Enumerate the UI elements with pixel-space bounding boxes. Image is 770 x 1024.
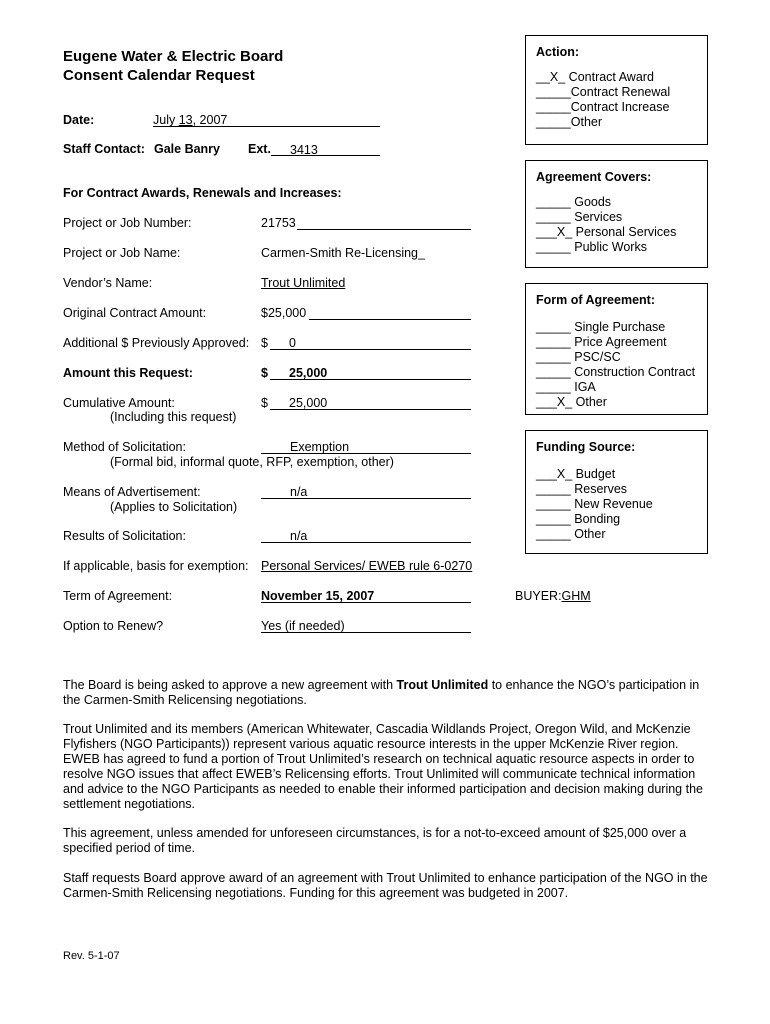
staff-contact-name: Gale Banry	[154, 142, 221, 156]
action-option-contract-renewal: _____Contract Renewal	[536, 85, 671, 99]
cumulative-dollar: $	[261, 396, 268, 410]
form-option-other: ___X_ Other	[536, 395, 607, 409]
paragraph-amount: This agreement, unless amended for unforeseen circumstances, is for a not-to-exceed amount of $25,000 over a specified period of time.	[63, 826, 687, 855]
results-underline	[261, 542, 471, 543]
original-amount-underline	[309, 319, 471, 320]
additional-dollar: $	[261, 336, 268, 350]
agreement-option-public-works: _____ Public Works	[536, 240, 647, 254]
renew-underline	[261, 632, 471, 633]
funding-option-new-revenue: _____ New Revenue	[536, 497, 653, 511]
form-option-construction-contract: _____ Construction Contract	[536, 365, 696, 379]
project-number-label: Project or Job Number:	[63, 216, 192, 230]
action-heading: Action:	[536, 45, 580, 59]
results-label: Results of Solicitation:	[63, 529, 186, 543]
form-title: Consent Calendar Request	[63, 67, 255, 84]
ext-label: Ext.	[248, 142, 271, 156]
term-underline	[261, 602, 471, 603]
action-option-contract-increase: _____Contract Increase	[536, 100, 670, 114]
agreement-option-personal-services: ___X_ Personal Services	[536, 225, 677, 239]
solicitation-method-underline	[261, 453, 471, 454]
section-heading: For Contract Awards, Renewals and Increases:	[63, 186, 342, 200]
term-value: November 15, 2007	[261, 589, 375, 603]
advertisement-label: Means of Advertisement:	[63, 485, 201, 499]
amount-request-dollar: $	[261, 366, 268, 380]
funding-option-other: _____ Other	[536, 527, 606, 541]
staff-contact-label: Staff Contact:	[63, 142, 145, 156]
agreement-covers-heading: Agreement Covers:	[536, 170, 652, 184]
amount-request-label: Amount this Request:	[63, 366, 193, 380]
date-label: Date:	[63, 113, 95, 127]
ext-underline	[271, 155, 380, 156]
buyer-label: BUYER:	[515, 589, 562, 603]
project-number-underline	[297, 229, 471, 230]
project-name-value: Carmen-Smith Re-Licensing_	[261, 246, 425, 260]
action-box	[525, 35, 708, 145]
org-title: Eugene Water & Electric Board	[63, 48, 284, 65]
vendor-label: Vendor’s Name:	[63, 276, 153, 290]
additional-underline	[270, 349, 471, 350]
additional-value: 0	[289, 336, 296, 350]
cumulative-sublabel: (Including this request)	[110, 410, 237, 424]
action-option-contract-award: __X_ Contract Award	[536, 70, 654, 84]
renew-value: Yes (if needed)	[261, 619, 345, 633]
agreement-option-goods: _____ Goods	[536, 195, 612, 209]
funding-option-budget: ___X_ Budget	[536, 467, 616, 481]
solicitation-method-value: Exemption	[290, 440, 350, 454]
advertisement-sublabel: (Applies to Solicitation)	[110, 500, 238, 514]
date-underline	[153, 126, 380, 127]
cumulative-label: Cumulative Amount:	[63, 396, 175, 410]
exemption-value: Personal Services/ EWEB rule 6-0270	[261, 559, 473, 573]
form-of-agreement-box	[525, 283, 708, 415]
date-value: July 13, 2007	[153, 113, 228, 127]
ext-value: 3413	[290, 143, 318, 157]
revision-label: Rev. 5-1-07	[63, 950, 120, 962]
funding-option-bonding: _____ Bonding	[536, 512, 621, 526]
cumulative-value: 25,000	[289, 396, 328, 410]
buyer	[515, 589, 591, 603]
original-amount-label: Original Contract Amount:	[63, 306, 207, 320]
original-amount-value: $25,000	[261, 306, 307, 320]
solicitation-method-label: Method of Solicitation:	[63, 440, 186, 454]
project-number-value: 21753	[261, 216, 296, 230]
form-option-iga: _____ IGA	[536, 380, 596, 394]
form-of-agreement-heading: Form of Agreement:	[536, 293, 655, 307]
additional-label: Additional $ Previously Approved:	[63, 336, 250, 350]
advertisement-underline	[261, 498, 471, 499]
advertisement-value: n/a	[290, 485, 308, 499]
form-option-psc-sc: _____ PSC/SC	[536, 350, 621, 364]
buyer-value: GHM	[561, 589, 591, 603]
paragraph-staff-request: Staff requests Board approve award of an agreement with Trout Unlimited to enhance participation of the NGO in the Carmen-Smith Relicensing negotiations. Funding for this agreement was budgeted in 2007.	[63, 871, 708, 900]
paragraph-board-request: The Board is being asked to approve a new agreement with Trout Unlimited to enhance the NGO’s participation in the Carmen-Smith Relicensing negotiations.	[63, 678, 700, 707]
form-option-single-purchase: _____ Single Purchase	[536, 320, 666, 334]
renew-label: Option to Renew?	[63, 619, 164, 633]
exemption-label: If applicable, basis for exemption:	[63, 559, 249, 573]
amount-request-underline	[270, 379, 471, 380]
project-name-label: Project or Job Name:	[63, 246, 181, 260]
cumulative-underline	[270, 409, 471, 410]
action-option-other: _____Other	[536, 115, 603, 129]
agreement-option-services: _____ Services	[536, 210, 623, 224]
funding-source-box	[525, 430, 708, 554]
funding-option-reserves: _____ Reserves	[536, 482, 628, 496]
amount-request-value: 25,000	[289, 366, 328, 380]
funding-source-heading: Funding Source:	[536, 440, 636, 454]
agreement-covers-box	[525, 160, 708, 268]
vendor-value: Trout Unlimited	[261, 276, 346, 290]
paragraph-background: Trout Unlimited and its members (American Whitewater, Cascadia Wildlands Project, Oregon Wild, and McKenzie Flyfishers (NGO Participants)) represent various aquatic resource interests in the upper McKenzie River region. EWEB has agreed to fund a portion of Trout Unlimited’s research on technical aquatic resource aspects in order to resolve NGO issues that affect EWEB’s Relicensing efforts. Trout Unlimited will communicate technical information and advice to the NGO Participants as needed to enable their informed participation and decision making during the settlement negotiations.	[63, 722, 703, 811]
solicitation-method-sublabel: (Formal bid, informal quote, RFP, exemption, other)	[110, 455, 394, 469]
results-value: n/a	[290, 529, 308, 543]
term-label: Term of Agreement:	[63, 589, 173, 603]
form-option-price-agreement: _____ Price Agreement	[536, 335, 667, 349]
